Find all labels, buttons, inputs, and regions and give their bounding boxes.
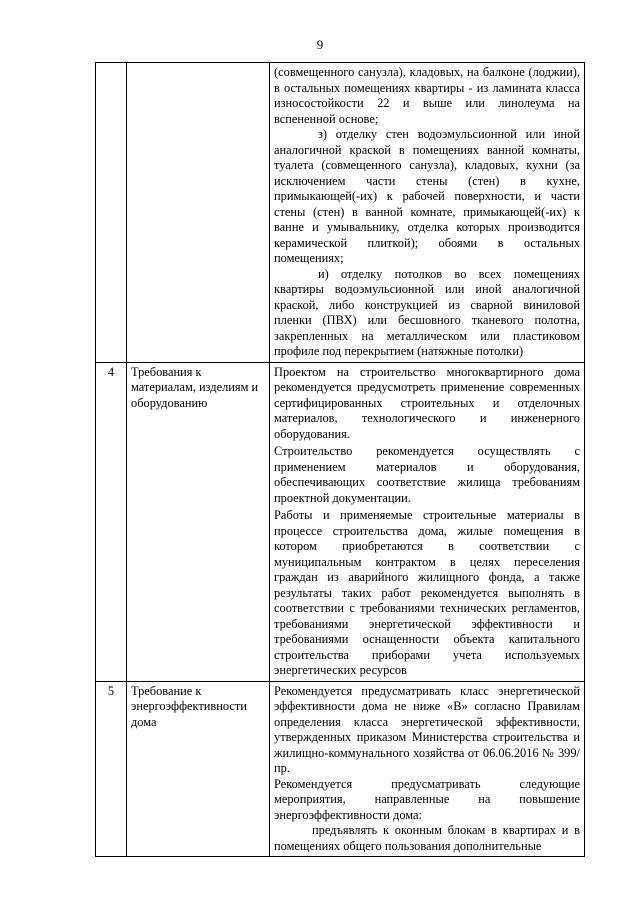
page-number: 9 (316, 37, 324, 52)
paragraph: Проектом на строительство многоквартирного дома рекомендуется предусмотреть применение современных сертифицированных строительных и отделочных материалов, технологического и инженерного оборудования. (274, 364, 580, 441)
row-name-cell: Требования к материалам, изделиям и оборудованию (127, 362, 270, 681)
row-content-cell (270, 63, 585, 363)
row-number-cell (96, 63, 127, 363)
paragraph: Рекомендуется предусматривать класс энергетической эффективности дома не ниже «В» согласно Правилам определения класса энергетической эффективности, утвержденных приказом Министерства строительства и жилищно-коммунального хозяйства от 06.06.2016 № 399/пр. (274, 683, 580, 775)
row-content-cell (270, 362, 585, 681)
paragraph: Работы и применяемые строительные материалы в процессе строительства дома, жилые помещения в котором приобретаются в соответствии с муниципальным контрактом в целях переселения граждан из аварийного жилищного фонда, а также результаты таких работ рекомендуется выполнять в соответствии с требованиями технических регламентов, требованиями энергетической эффективности и требованиями оснащенности объекта капитального строительства приборами учета используемых энергетических ресурсов (274, 508, 580, 677)
table-row (96, 63, 585, 363)
row-content-cell (270, 681, 585, 857)
row-name-cell: Требование к энергоэффективности дома (127, 681, 270, 857)
paragraph: Рекомендуется предусматривать следующие мероприятия, направленные на повышение энергоэффективности дома: (274, 776, 580, 822)
paragraph: и) отделку потолков во всех помещениях квартиры водоэмульсионной или иной аналогичной краской, либо конструкцией из сварной виниловой пленки (ПВХ) или бесшовного тканевого полотна, закрепленных на металлическом или пластиковом профиле под перекрытием (натяжные потолки) (274, 266, 580, 358)
paragraph: Строительство рекомендуется осуществлять с применением материалов и оборудования, обеспечивающих соответствие жилища требованиям проектной документации. (274, 444, 580, 505)
row-number-cell: 4 (96, 362, 127, 681)
table-row (96, 681, 585, 857)
requirements-table (95, 62, 585, 857)
paragraph: предъявлять к оконным блокам в квартирах и в помещениях общего пользования дополнительные (274, 823, 580, 853)
row-number-cell: 5 (96, 681, 127, 857)
table-row (96, 362, 585, 681)
paragraph: (совмещенного санузла), кладовых, на балконе (лоджии), в остальных помещениях квартиры - из ламината класса износостойкости 22 и выше или линолеума на вспененной основе; (274, 65, 580, 126)
paragraph: з) отделку стен водоэмульсионной или иной аналогичной краской в помещениях ванной комнаты, туалета (совмещенного санузла), кладовых, кухни (за исключением части стены (стен) в кухне, примыкающей(-их) к рабочей поверхности, и части стены (стен) в ванной комнате, примыкающей(-их) к ванне и умывальнику, отделка которых производится керамической плиткой); обоями в остальных помещениях; (274, 127, 580, 265)
row-name-cell (127, 63, 270, 363)
